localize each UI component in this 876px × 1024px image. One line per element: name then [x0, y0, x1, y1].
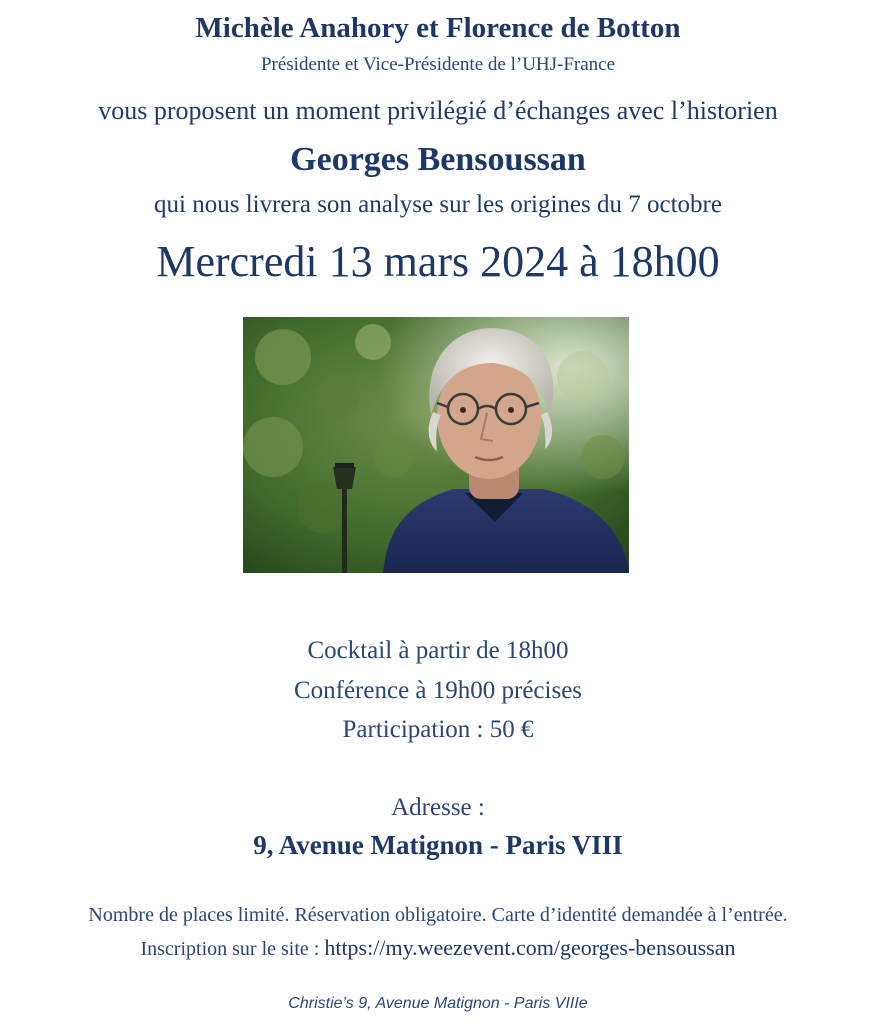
speaker-photo [243, 317, 629, 573]
signup-prefix: Inscription sur le site : [140, 938, 325, 960]
cocktail-time: Cocktail à partir de 18h00 [307, 637, 569, 664]
address-label: Adresse : [391, 794, 485, 821]
signup-link[interactable]: https://my.weezevent.com/georges-bensoussan [324, 935, 736, 960]
intro-text: vous proposent un moment privilégié d’échanges avec l’historien [98, 96, 778, 125]
signup-line [0, 935, 876, 961]
event-date: Mercredi 13 mars 2024 à 18h00 [156, 237, 720, 286]
address-value: 9, Avenue Matignon - Paris VIII [253, 830, 623, 860]
participation-fee: Participation : 50 € [342, 716, 534, 743]
booking-note: Nombre de places limité. Réservation obligatoire. Carte d’identité demandée à l’entrée. [88, 904, 788, 926]
speaker-name: Georges Bensoussan [290, 141, 586, 178]
hosts-title: Michèle Anahory et Florence de Botton [195, 12, 681, 44]
conference-time: Conférence à 19h00 précises [293, 677, 583, 704]
hosts-roles: Présidente et Vice-Présidente de l’UHJ-France [260, 54, 616, 75]
topic-text: qui nous livrera son analyse sur les origines du 7 octobre [154, 191, 722, 218]
footer-venue: Christie’s 9, Avenue Matignon - Paris VIIIe [288, 995, 588, 1012]
